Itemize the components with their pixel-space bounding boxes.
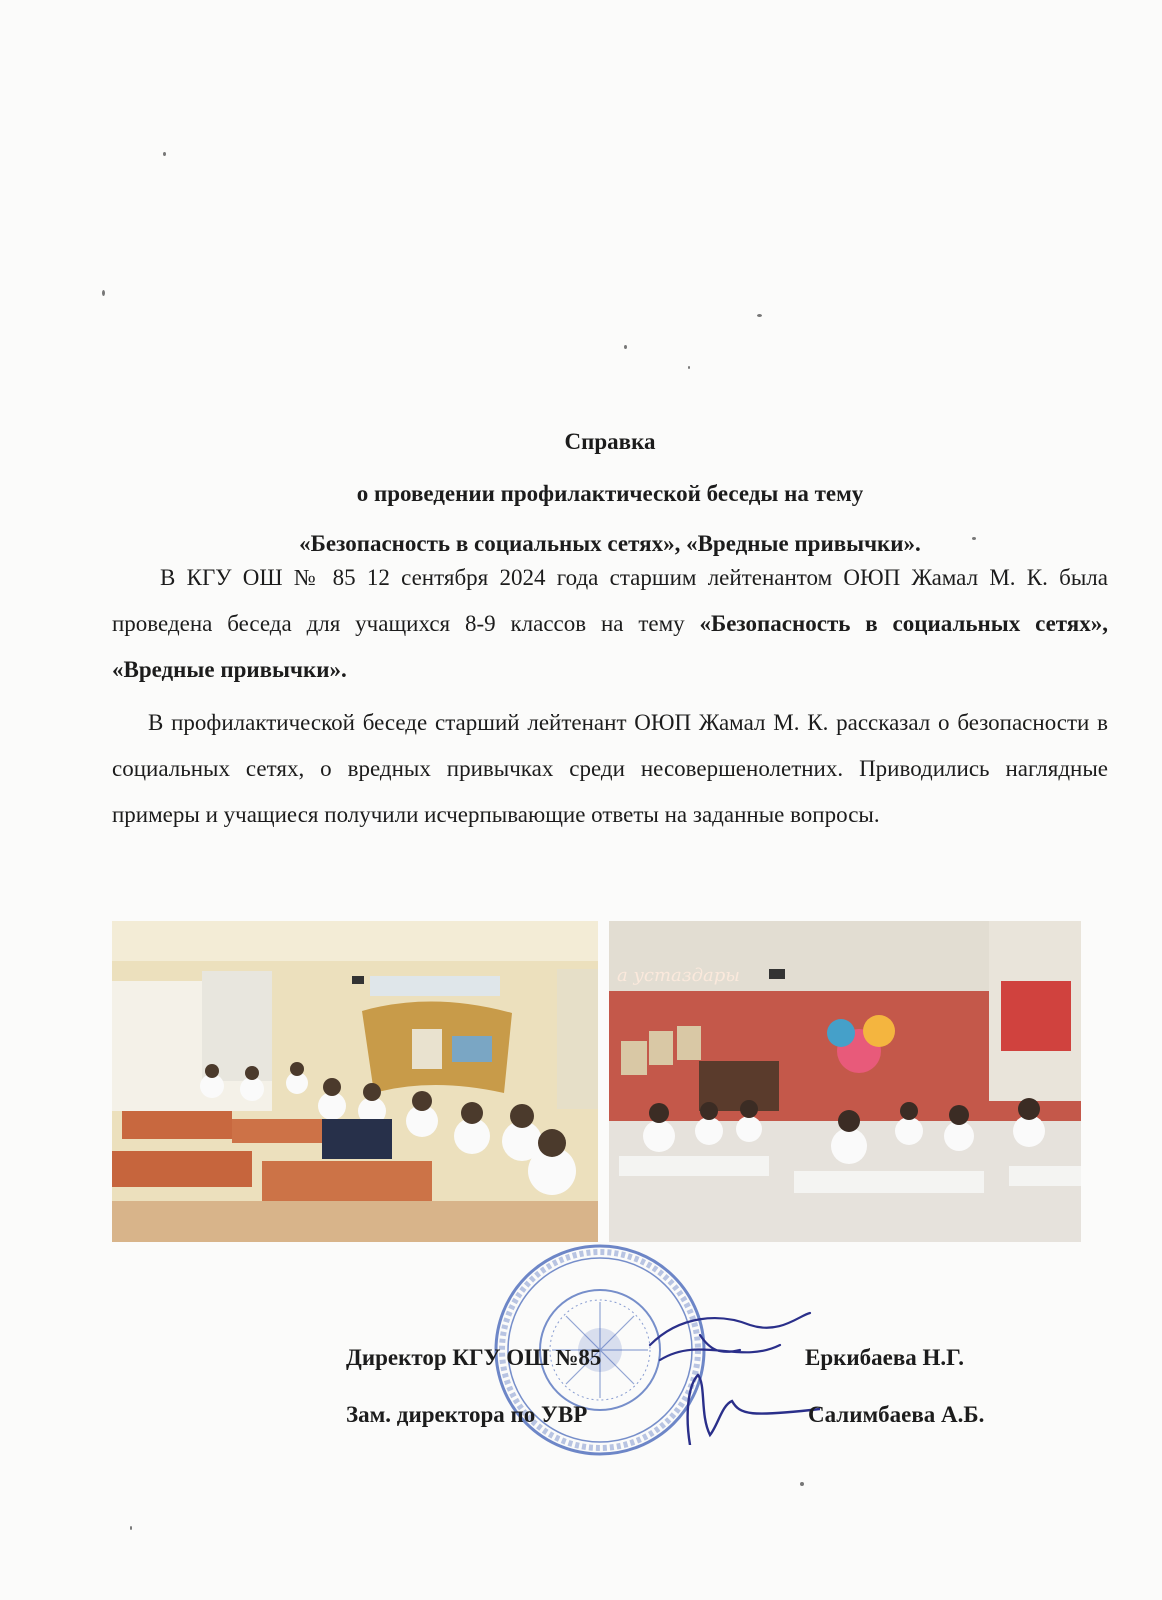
paragraph-2-text: В профилактической беседе старший лейтенант ОЮП Жамал М. К. рассказал о безопасности в социальных сетях, о вредных привычках среди несовершенолетних. Приводились наглядные примеры и учащиеся получили исчерпывающие ответы на заданные вопросы. (112, 710, 1108, 827)
scan-speck (688, 366, 690, 369)
scan-speck (163, 152, 166, 156)
document-title: Справка (564, 429, 656, 454)
deputy-role: Зам. директора по УВР (346, 1402, 588, 1427)
director-name: Еркибаева Н.Г. (805, 1345, 964, 1370)
scan-speck (130, 1526, 132, 1530)
scan-speck (757, 314, 762, 317)
scan-speck (624, 345, 627, 349)
scan-speck (800, 1482, 804, 1486)
classroom-photo-left (112, 921, 598, 1242)
signature (640, 1305, 820, 1445)
paragraph-1-bold: «Безопасность в социальных сетях», «Вредные привычки». (112, 611, 1108, 682)
deputy-name: Салимбаева А.Б. (808, 1402, 985, 1427)
photo-right-banner: а устаздары (617, 965, 740, 986)
classroom-photo-right (609, 921, 1081, 1242)
paragraph-1 (112, 555, 1108, 693)
document-subtitle: о проведении профилактической беседы на тему (356, 481, 864, 506)
paragraph-2 (112, 700, 1108, 838)
document-topic: «Безопасность в социальных сетях», «Вредные привычки». (299, 531, 921, 556)
director-role: Директор КГУ ОШ №85 (346, 1345, 602, 1370)
scan-speck (102, 290, 105, 296)
paragraph-1-regular: В КГУ ОШ № 85 12 сентября 2024 года старшим лейтенантом ОЮП Жамал М. К. была проведена беседа для учащихся 8-9 классов на тему (112, 565, 1108, 636)
